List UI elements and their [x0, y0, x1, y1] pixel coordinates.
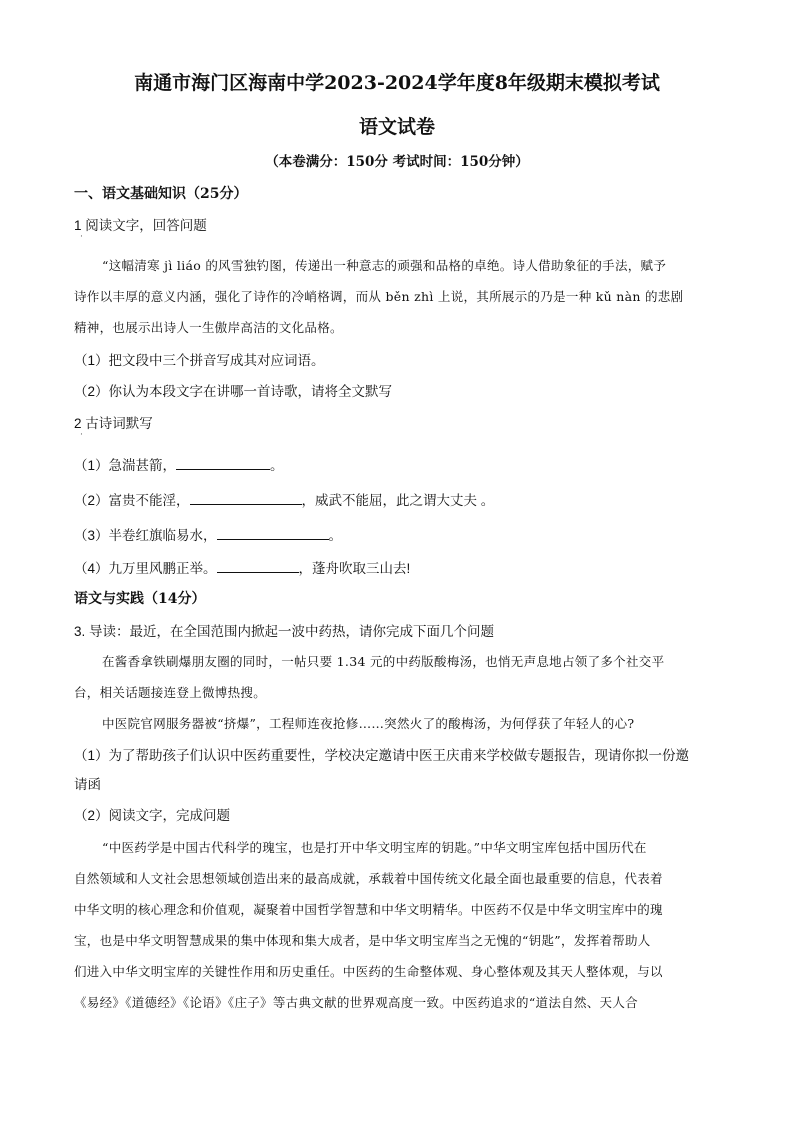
q3-passage2-line: 们进入中华文明宝库的关键性作用和历史重任。中医药的生命整体观、身心整体观及其天人整体观，与以: [74, 964, 663, 979]
q2-item-after: 。: [270, 458, 284, 473]
q2-item: [74, 524, 724, 544]
marker-dot: ·: [80, 430, 83, 440]
q1-passage-line: “这幅清寒 jì liáo 的风雪独钓图，传递出一种意志的顽强和品格的卓绝。诗人借助象征的手法，赋予: [102, 258, 667, 273]
exam-subtitle: 语文试卷: [358, 116, 435, 138]
q3-sub2: （2）阅读文字，完成问题: [74, 808, 231, 823]
section1-heading: 一、语文基础知识（25分）: [74, 186, 248, 202]
q2-item-before: （2）富贵不能淫，: [74, 493, 190, 508]
q2-item: [74, 489, 724, 509]
q1-passage-line: 精神，也展示出诗人一生傲岸高洁的文化品格。: [74, 320, 343, 335]
q3-passage-line: 在酱香拿铁刷爆朋友圈的同时，一帖只要 1.34 元的中药版酸梅汤，也悄无声息地占领了多个社交平: [102, 654, 665, 669]
q2-item: [74, 454, 724, 474]
q2-item-after: ，蓬舟吹取三山去!: [298, 561, 411, 576]
q2-item-before: （4）九万里风鹏正举。: [74, 561, 217, 576]
marker-dot: ·: [80, 232, 83, 242]
answer-blank[interactable]: [176, 455, 270, 470]
q3-sub1-line: 请函: [74, 777, 101, 792]
q3-passage2-line: 自然领域和人文社会思想领域创造出来的最高成就，承载着中国传统文化最全面也最重要的信息，代表着: [74, 871, 663, 886]
answer-blank[interactable]: [190, 490, 302, 505]
q3-passage-line: 台，相关话题接连登上微博热搜。: [74, 685, 267, 700]
exam-title: 南通市海门区海南中学2023-2024学年度8年级期末模拟考试: [134, 72, 660, 94]
answer-blank[interactable]: [217, 525, 329, 540]
q2-item-after: ，威武不能屈，此之谓大丈夫 。: [301, 493, 495, 508]
q2-item-before: （1）急湍甚箭，: [74, 458, 177, 473]
q3-passage-line: 中医院官网服务器被“挤爆”，工程师连夜抢修……突然火了的酸梅汤，为何俘获了年轻人的心?: [102, 716, 635, 731]
q2-item: [74, 557, 724, 577]
q1-sub1: （1）把文段中三个拼音写成其对应词语。: [74, 353, 325, 368]
section2-heading: 语文与实践（14分）: [74, 591, 206, 607]
q3-intro: 3. 导读：最近，在全国范围内掀起一波中药热，请你完成下面几个问题: [74, 624, 495, 639]
q2-item-before: （3）半卷红旗临易水，: [74, 528, 217, 543]
q1-passage-line: 诗作以丰厚的意义内涵，强化了诗作的冷峭格调，而从 běn zhì 上说，其所展示的乃是一种 kǔ nàn 的悲剧: [74, 289, 684, 304]
q1-sub2: （2）你认为本段文字在讲哪一首诗歌，请将全文默写: [74, 384, 393, 399]
q3-passage2-line: “中医药学是中国古代科学的瑰宝，也是打开中华文明宝库的钥匙。”中华文明宝库包括中国历代在: [102, 840, 647, 855]
q1-prompt: 1 阅读文字，回答问题: [74, 218, 207, 233]
q3-passage2-line: 宝，也是中华文明智慧成果的集中体现和集大成者，是中华文明宝库当之无愧的“钥匙”，发挥着帮助人: [74, 933, 651, 948]
q3-sub1-line: （1）为了帮助孩子们认识中医药重要性，学校决定邀请中医王庆甫来学校做专题报告，现请你拟一份邀: [74, 748, 690, 763]
q3-passage2-line: 中华文明的核心理念和价值观，凝聚着中国哲学智慧和中华文明精华。中医药不仅是中华文明宝库中的瑰: [74, 902, 663, 917]
answer-blank[interactable]: [217, 558, 299, 573]
q2-prompt: 2 古诗词默写: [74, 416, 153, 431]
q3-passage2-line: 《易经》《道德经》《论语》《庄子》等古典文献的世界观高度一致。中医药追求的“道法自然、天人合: [74, 995, 638, 1010]
q2-item-after: 。: [328, 528, 343, 543]
exam-info: （本卷满分：150分 考试时间：150分钟）: [265, 154, 529, 170]
